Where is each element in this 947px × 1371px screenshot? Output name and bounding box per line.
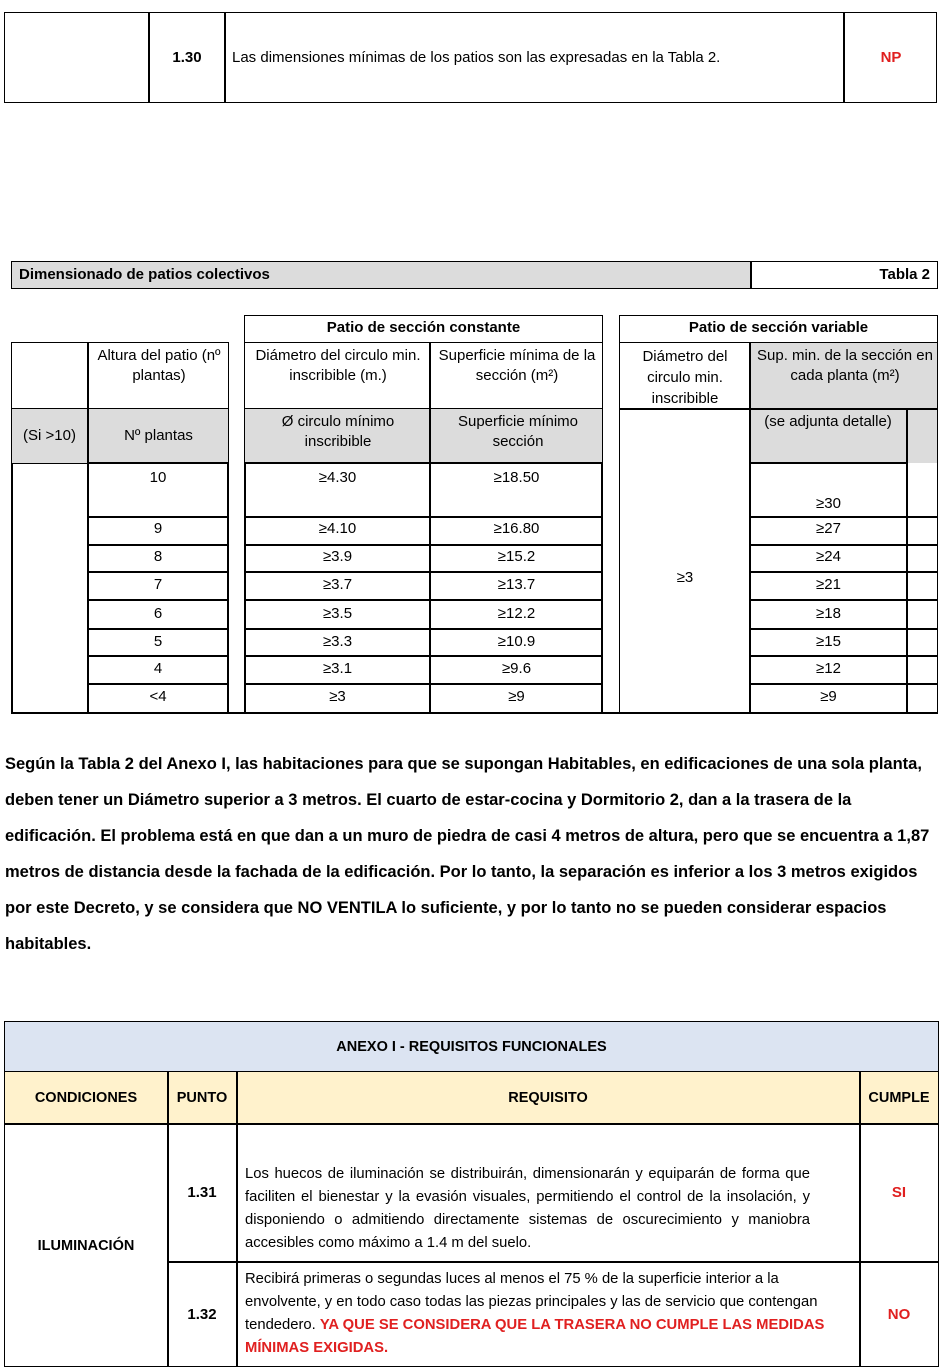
col-cumple: CUMPLE bbox=[868, 1089, 930, 1106]
row-divider bbox=[749, 571, 938, 573]
cell-sup: ≥9.6 bbox=[501, 660, 532, 677]
requisito-text: Recibirá primeras o segundas luces al menos el 75 % de la superficie interior a la envolvente, y en todo caso todas las piezas principales y las de servicio que contengan tendedero. bbox=[245, 1271, 818, 1333]
cell-sup: ≥9 bbox=[508, 688, 525, 705]
divider bbox=[224, 12, 226, 103]
col-punto: PUNTO bbox=[176, 1089, 228, 1106]
cell-diam: ≥3.7 bbox=[322, 576, 353, 593]
cell-plantas: <4 bbox=[149, 688, 167, 705]
header-altura: Altura del patio (nº plantas) bbox=[97, 347, 221, 384]
cell-sup: ≥16.80 bbox=[493, 520, 540, 537]
cell-diam: ≥3.3 bbox=[322, 633, 353, 650]
cell-sup: ≥18.50 bbox=[493, 469, 540, 486]
group-constant-label: Patio de sección constante bbox=[326, 319, 521, 336]
row-divider bbox=[244, 544, 603, 546]
cumple-cell: SI bbox=[891, 1183, 907, 1201]
punto-cell: 1.30 bbox=[172, 48, 202, 66]
row-divider bbox=[87, 516, 229, 518]
cumple-cell: NP bbox=[880, 48, 902, 66]
cell-plantas: 6 bbox=[153, 605, 163, 622]
row-divider bbox=[244, 516, 603, 518]
cell-diam: ≥4.30 bbox=[318, 469, 357, 486]
row-divider bbox=[749, 683, 938, 685]
cell-var: ≥30 bbox=[816, 495, 841, 512]
requisito-cell: Los huecos de iluminación se distribuirán, dimensionarán y equiparán de forma que faciliten el bienestar y la evasión visuales, permitiendo el control de la insolación, y disponiendo o admitiendo directamente sistemas de oscurecimiento y maniobra accesibles como máximo a 1.4 m del suelo. bbox=[245, 1166, 810, 1251]
divider bbox=[167, 1261, 939, 1263]
divider bbox=[11, 463, 13, 713]
cell-var: ≥21 bbox=[816, 576, 841, 593]
cell-plantas: 5 bbox=[153, 633, 163, 650]
divider bbox=[749, 408, 938, 410]
sub-superficie: Superficie mínimo sección bbox=[457, 413, 579, 450]
row-divider bbox=[244, 599, 603, 601]
var-diam-value: ≥3 bbox=[676, 569, 694, 586]
cell-diam: ≥3.1 bbox=[322, 660, 353, 677]
cell-var: ≥12 bbox=[816, 660, 841, 677]
cell-sup: ≥15.2 bbox=[497, 548, 536, 565]
cell-plantas: 4 bbox=[153, 660, 163, 677]
table-label: Tabla 2 bbox=[879, 266, 930, 283]
row-divider bbox=[87, 571, 229, 573]
row-divider bbox=[87, 683, 229, 685]
cell-sup: ≥10.9 bbox=[497, 633, 536, 650]
row-divider bbox=[244, 571, 603, 573]
requisito-red-text: YA QUE SE CONSIDERA QUE LA TRASERA NO CUMPLE LAS MEDIDAS MÍNIMAS EXIGIDAS. bbox=[245, 1317, 825, 1356]
header-diametro: Diámetro del circulo min. inscribible (m.) bbox=[255, 347, 421, 384]
cell-sup: ≥12.2 bbox=[497, 605, 536, 622]
cell-plantas: 9 bbox=[153, 520, 163, 537]
group-variable-label: Patio de sección variable bbox=[688, 319, 869, 336]
row-divider bbox=[749, 628, 938, 630]
punto-cell: 1.32 bbox=[187, 1305, 217, 1323]
requisito-cell: Las dimensiones mínimas de los patios son las expresadas en la Tabla 2. bbox=[232, 48, 721, 66]
row-divider bbox=[87, 655, 229, 657]
cell-var: ≥18 bbox=[816, 605, 841, 622]
row-divider bbox=[749, 655, 938, 657]
row-divider bbox=[244, 683, 603, 685]
row-divider bbox=[87, 544, 229, 546]
sub-nplantas: Nº plantas bbox=[124, 427, 193, 444]
cell-var: ≥9 bbox=[820, 688, 837, 705]
condicion-cell: ILUMINACIÓN bbox=[37, 1237, 135, 1254]
cumple-cell: NO bbox=[887, 1305, 911, 1323]
cell-diam: ≥3.5 bbox=[322, 605, 353, 622]
row-divider bbox=[87, 628, 229, 630]
cell-plantas: 10 bbox=[149, 469, 167, 486]
cell-var: ≥15 bbox=[816, 633, 841, 650]
col-requisito: REQUISITO bbox=[508, 1089, 588, 1106]
cell-diam: ≥3.9 bbox=[322, 548, 353, 565]
row-divider bbox=[244, 655, 603, 657]
requisito-cell bbox=[245, 1268, 840, 1360]
header-sup-var: Sup. min. de la sección en cada planta (m²) bbox=[757, 347, 933, 384]
row-divider bbox=[749, 544, 938, 546]
row-divider bbox=[87, 599, 229, 601]
cell-var: ≥24 bbox=[816, 548, 841, 565]
row-divider bbox=[749, 516, 938, 518]
cell-diam: ≥4.10 bbox=[318, 520, 357, 537]
row-divider bbox=[244, 628, 603, 630]
punto-cell: 1.31 bbox=[187, 1183, 217, 1201]
cell-plantas: 8 bbox=[153, 548, 163, 565]
sub-detalle: (se adjunta detalle) bbox=[764, 413, 892, 430]
explanation-paragraph: Según la Tabla 2 del Anexo I, las habitaciones para que se supongan Habitables, en edificaciones de una sola planta, deben tener un Diámetro superior a 3 metros. El cuarto de estar-cocina y Dormitorio 2, dan a la trasera de la edificación. El problema está en que dan a un muro de piedra de casi 4 metros de altura, pero que se encuentra a 1,87 metros de distancia desde la fachada de la edificación. Por lo tanto, la separación es inferior a los 3 metros exigidos por este Decreto, y se considera que NO VENTILA lo suficiente, y por lo tanto no se pueden considerar espacios habitables. bbox=[5, 755, 930, 953]
cell-var: ≥27 bbox=[816, 520, 841, 537]
table-title: Dimensionado de patios colectivos bbox=[19, 266, 270, 283]
cell-plantas: 7 bbox=[153, 576, 163, 593]
header-diam-var: Diámetro del circulo min. inscribible bbox=[642, 348, 728, 407]
header-superficie: Superficie mínima de la sección (m²) bbox=[438, 347, 596, 384]
cell-sup: ≥13.7 bbox=[497, 576, 536, 593]
sub-circulo: Ø circulo mínimo inscribible bbox=[281, 413, 395, 450]
anexo-title: ANEXO I - REQUISITOS FUNCIONALES bbox=[336, 1039, 607, 1055]
col-condiciones: CONDICIONES bbox=[34, 1089, 138, 1106]
divider bbox=[429, 409, 431, 464]
cell-diam: ≥3 bbox=[329, 688, 346, 705]
sub-si: (Si >10) bbox=[23, 427, 76, 444]
row-divider bbox=[749, 599, 938, 601]
